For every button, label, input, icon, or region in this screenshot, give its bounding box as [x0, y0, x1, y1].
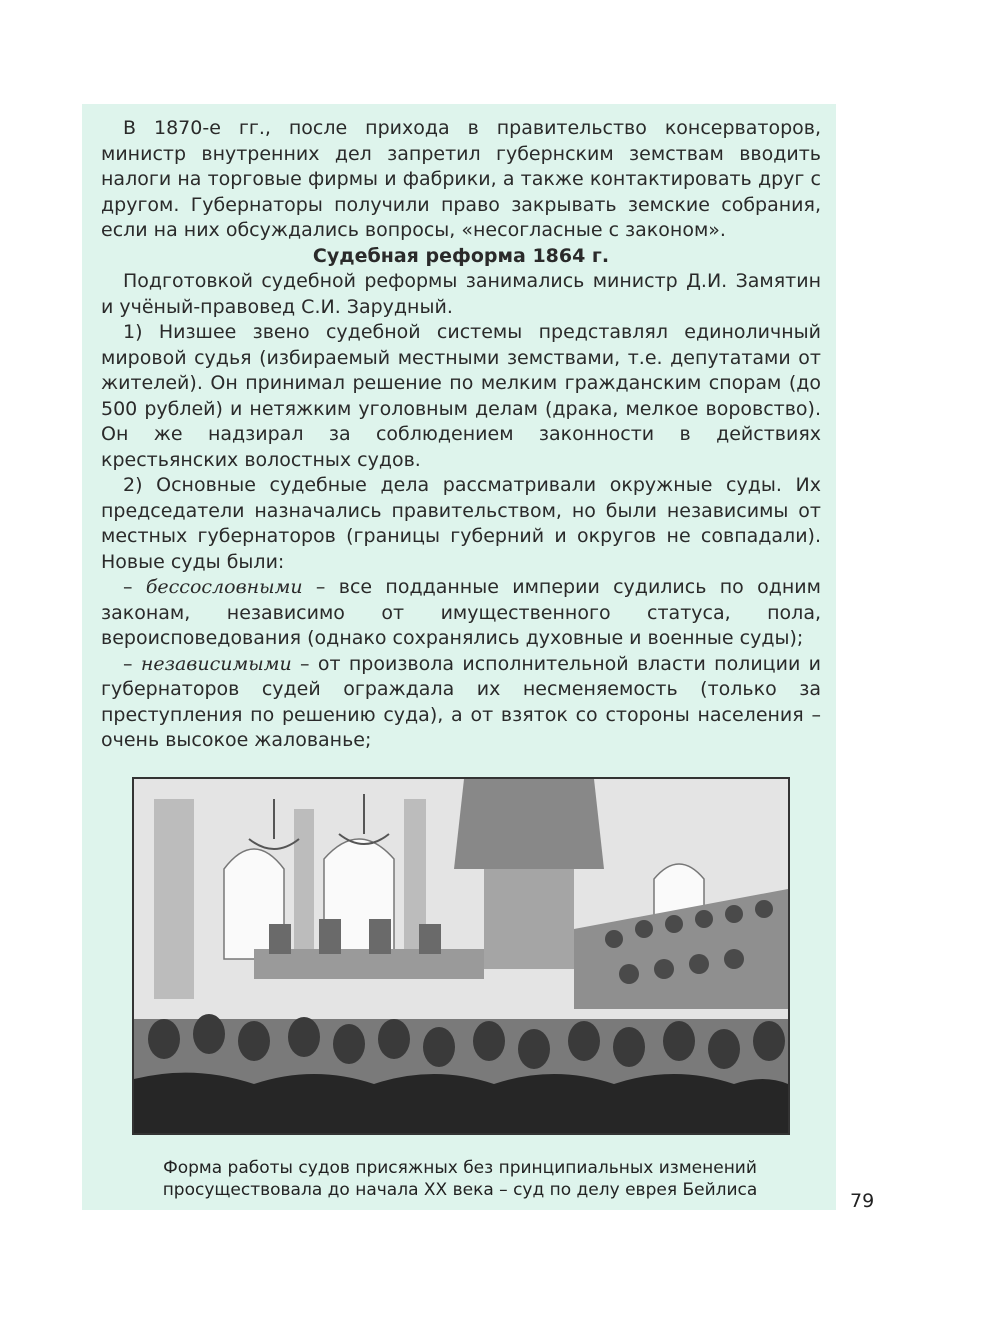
bullet-dash: –: [123, 576, 146, 598]
paragraph-reform-authors: Подготовкой судебной реформы занимались министр Д.И. Замятин и учёный-правовед С.И. Зарудный.: [101, 270, 821, 318]
bullet-dash: –: [123, 652, 141, 675]
bullet-term: независимыми: [140, 652, 292, 675]
bullet-independent: [101, 652, 821, 754]
bullet-text: – от произвола исполнительной власти полиции и губернаторов судей ограждала их несменяемость (только за преступления по решению суда), а от взяток со стороны населения – очень высокое жалованье;: [101, 652, 821, 751]
caption-line-1: Форма работы судов присяжных без принципиальных изменений: [163, 1158, 757, 1178]
figure-caption: [110, 1157, 810, 1201]
bullet-classless: [101, 575, 821, 652]
courtroom-illustration: [134, 779, 788, 1133]
bullet-term: бессословными: [145, 576, 303, 598]
courtroom-engraving: [132, 777, 790, 1135]
caption-line-2: просуществовала до начала XX века – суд по делу еврея Бейлиса: [162, 1180, 758, 1200]
page-number: 79: [850, 1190, 875, 1212]
paragraph-zemstvo: В 1870-е гг., после прихода в правительство консерваторов, министр внутренних дел запретил губернским земствам вводить налоги на торговые фирмы и фабрики, а также контактировать друг с другом. Губернаторы получили право закрывать земские собрания, если на них обсуждались вопросы, «несогласные с законом».: [101, 117, 821, 241]
page-content: [101, 116, 821, 754]
paragraph-magistrate: 1) Низшее звено судебной системы представлял единоличный мировой судья (избираемый местными земствами, т.е. депутатами от жителей). Он принимал решение по мелким гражданским спорам (до 500 рублей) и нетяжким уголовным делам (драка, мелкое воровство). Он же надзирал за соблюдением законности в действиях крестьянских волостных судов.: [101, 321, 821, 471]
section-heading: Судебная реформа 1864 г.: [312, 244, 610, 267]
paragraph-district-courts: 2) Основные судебные дела рассматривали окружные суды. Их председатели назначались правительством, но были независимы от местных губернаторов (границы губерний и округов не совпадали). Новые суды были:: [101, 474, 821, 573]
bullet-text: – все подданные империи судились по одним законам, независимо от имущественного статуса, пола, вероисповедования (однако сохранялись духовные и военные суды);: [101, 576, 821, 649]
